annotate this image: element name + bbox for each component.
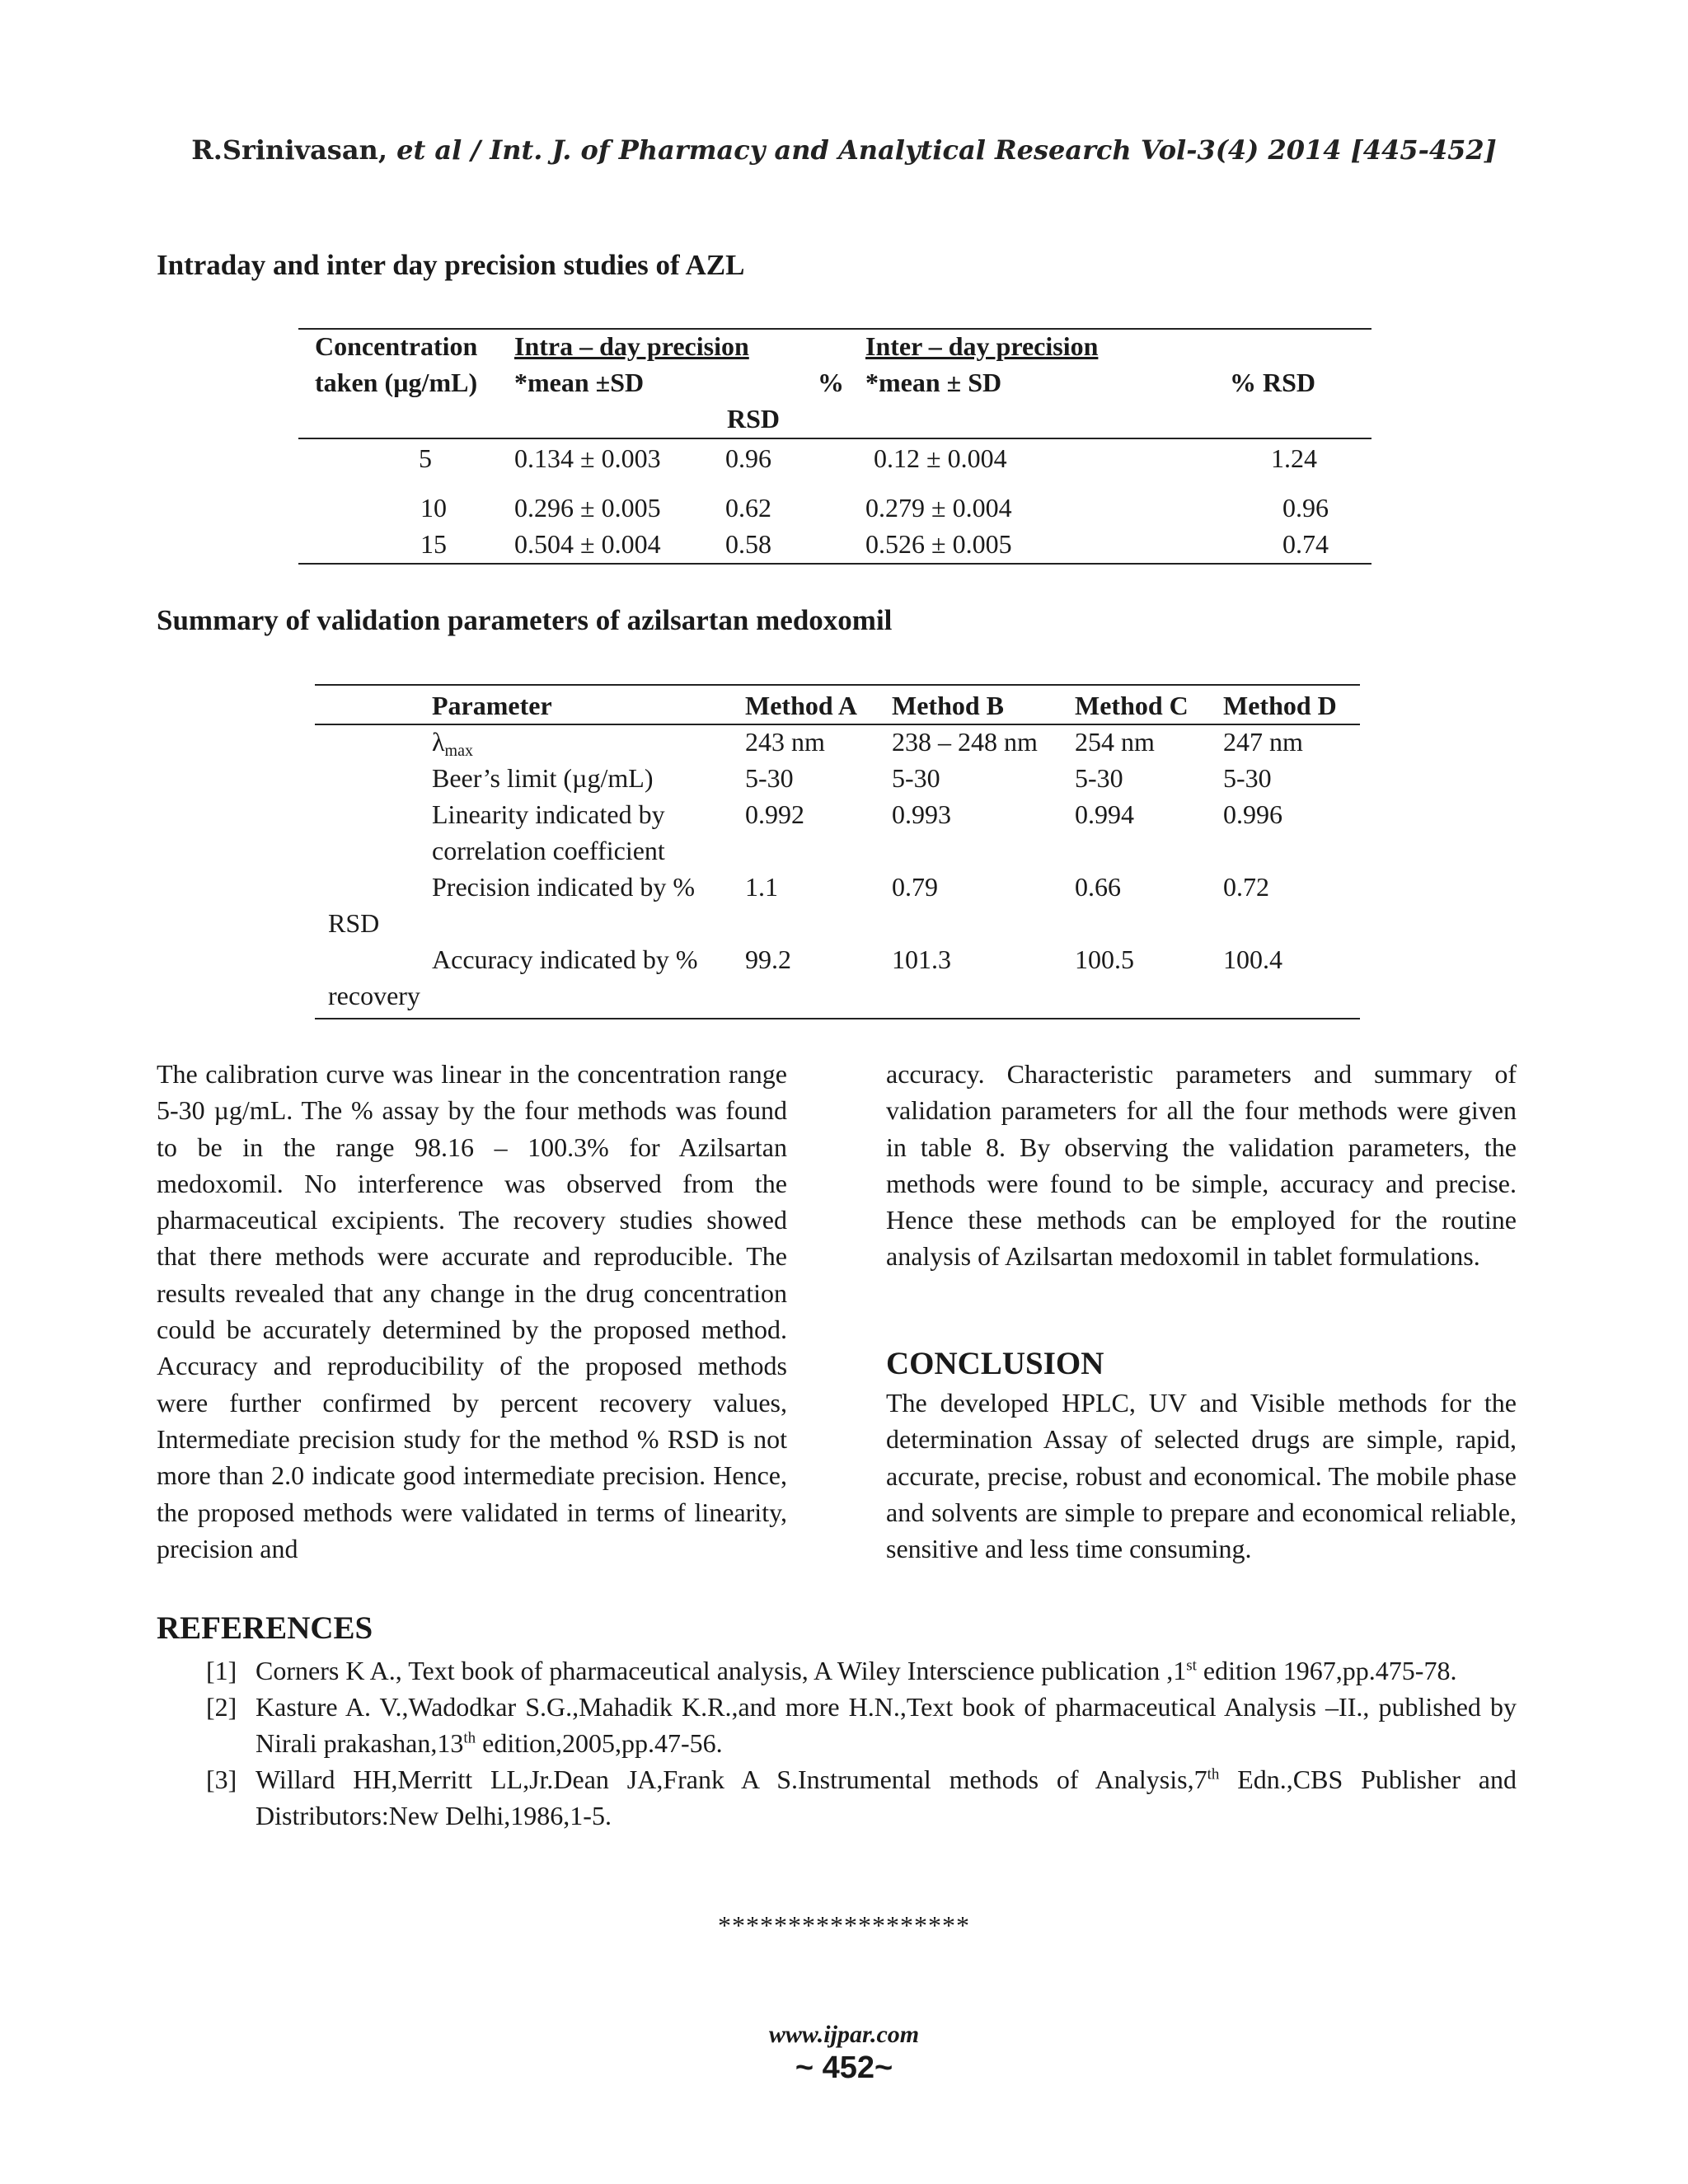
- col-header-inter-mean: *mean ± SD: [865, 368, 1002, 397]
- reference-text-end: Edn.,CBS Publisher and Distributors:New Delhi,1986,1-5.: [256, 1765, 1517, 1830]
- reference-number: [3]: [206, 1765, 237, 1794]
- cell-method-c: 5-30: [1075, 763, 1123, 793]
- cell-intra-rsd: 0.58: [725, 529, 771, 559]
- col-header-concentration-unit: taken (µg/mL): [315, 368, 478, 397]
- cell-parameter: Linearity indicated by: [432, 799, 665, 829]
- cell-conc: 10: [420, 493, 447, 523]
- conclusion-body: [886, 1385, 1517, 1567]
- reference-text-main: Willard HH,Merritt LL,Jr.Dean JA,Frank A S.Instrumental methods of Analysis,7: [256, 1765, 1207, 1794]
- cell-method-c: 0.66: [1075, 872, 1121, 902]
- cell-parameter-cont: RSD: [328, 908, 380, 938]
- col-header-parameter: Parameter: [432, 691, 552, 720]
- cell-parameter: Precision indicated by %: [432, 872, 696, 902]
- precision-table: [298, 328, 1372, 565]
- references-list: [206, 1652, 1517, 1834]
- reference-item: [206, 1761, 1517, 1834]
- cell-intra-mean: 0.134 ± 0.003: [514, 443, 661, 473]
- cell-parameter: Accuracy indicated by %: [432, 944, 698, 974]
- cell-parameter: [432, 727, 473, 766]
- cell-intra-mean: 0.504 ± 0.004: [514, 529, 661, 559]
- col-header-inter-rsd: % RSD: [1230, 368, 1316, 397]
- cell-parameter-cont: recovery: [328, 981, 420, 1010]
- footer-url: www.ijpar.com: [768, 2021, 920, 2048]
- col-header-method-a: Method A: [745, 691, 857, 720]
- cell-method-b: 0.993: [892, 799, 951, 829]
- body-right-column: [886, 1056, 1517, 1275]
- cell-inter-rsd: 0.74: [1282, 529, 1329, 559]
- col-header-inter: Inter – day precision: [865, 331, 1099, 361]
- reference-text: [256, 1689, 1517, 1761]
- cell-intra-rsd: 0.96: [725, 443, 771, 473]
- cell-intra-rsd: 0.62: [725, 493, 771, 523]
- col-header-intra: Intra – day precision: [514, 331, 749, 361]
- body-paragraph: The calibration curve was linear in the concentration range 5-30 µg/mL. The % assay by the four methods was found to be in the range 98.16 – 100.3% for Azilsartan medoxomil. No interference was observed from the pharmaceutical excipients. The recovery studies showed that there methods were accurate and reproducible. The results revealed that any change in the drug concentration could be accurately determined by the proposed method. Accuracy and reproducibility of the proposed methods were further confirmed by percent recovery values, Intermediate precision study for the method % RSD is not more than 2.0 indicate good intermediate precision. Hence, the proposed methods were validated in terms of linearity, precision and: [157, 1059, 787, 1563]
- reference-text: [256, 1761, 1517, 1834]
- table-rule-mid: [298, 438, 1372, 439]
- cell-method-d: 247 nm: [1223, 727, 1303, 757]
- reference-text-end: edition 1967,pp.475-78.: [1196, 1656, 1457, 1685]
- header-author: R.Srinivasan,: [191, 134, 387, 166]
- cell-conc: 5: [419, 443, 432, 473]
- cell-method-c: 100.5: [1075, 944, 1134, 974]
- table-rule-top: [298, 328, 1372, 330]
- reference-text: [256, 1652, 1517, 1689]
- cell-inter-rsd: 1.24: [1271, 443, 1317, 473]
- conclusion-heading: CONCLUSION: [886, 1346, 1104, 1381]
- cell-method-a: 1.1: [745, 872, 778, 902]
- table-rule-bottom: [298, 563, 1372, 565]
- reference-number: [1]: [206, 1656, 237, 1685]
- cell-method-a: 243 nm: [745, 727, 825, 757]
- table1-title: Intraday and inter day precision studies of AZL: [157, 249, 745, 281]
- running-header: [0, 134, 1688, 166]
- cell-method-b: 0.79: [892, 872, 938, 902]
- conclusion-paragraph: The developed HPLC, UV and Visible methods for the determination Assay of selected drugs are simple, rapid, accurate, precise, robust and economical. The mobile phase and solvents are simple to prepare and economical reliable, sensitive and less time consuming.: [886, 1388, 1517, 1564]
- reference-sup: st: [1186, 1657, 1197, 1675]
- cell-method-b: 5-30: [892, 763, 940, 793]
- reference-item: [206, 1689, 1517, 1761]
- col-header-method-b: Method B: [892, 691, 1004, 720]
- references-heading: REFERENCES: [157, 1610, 373, 1646]
- cell-method-b: 101.3: [892, 944, 951, 974]
- table-rule-mid: [315, 724, 1360, 725]
- cell-conc: 15: [420, 529, 447, 559]
- cell-method-d: 100.4: [1223, 944, 1282, 974]
- lambda-symbol: λ: [432, 727, 445, 757]
- validation-table: [315, 684, 1360, 1022]
- cell-method-d: 0.996: [1223, 799, 1282, 829]
- reference-text-main: Kasture A. V.,Wadodkar S.G.,Mahadik K.R.,and more H.N.,Text book of pharmaceutical Analysis –II., published by Nirali prakashan,13: [256, 1692, 1517, 1758]
- body-left-column: [157, 1056, 787, 1567]
- cell-method-d: 0.72: [1223, 872, 1269, 902]
- body-paragraph: accuracy. Characteristic parameters and summary of validation parameters for all the four methods were given in table 8. By observing the validation parameters, the methods were found to be simple, accuracy and precise. Hence these methods can be employed for the routine analysis of Azilsartan medoxomil in tablet formulations.: [886, 1059, 1517, 1272]
- cell-parameter-cont: correlation coefficient: [432, 836, 665, 865]
- cell-intra-mean: 0.296 ± 0.005: [514, 493, 661, 523]
- page-number: ~ 452~: [795, 2050, 893, 2085]
- cell-method-b: 238 – 248 nm: [892, 727, 1038, 757]
- table-rule-top: [315, 684, 1360, 686]
- cell-inter-rsd: 0.96: [1282, 493, 1329, 523]
- cell-method-d: 5-30: [1223, 763, 1272, 793]
- col-header-intra-mean: *mean ±SD: [514, 368, 645, 397]
- reference-sup: th: [463, 1729, 476, 1747]
- col-header-intra-rsd: RSD: [727, 404, 781, 434]
- col-header-method-d: Method D: [1223, 691, 1337, 720]
- cell-inter-mean: 0.526 ± 0.005: [865, 529, 1012, 559]
- table2-title: Summary of validation parameters of azilsartan medoxomil: [157, 604, 893, 636]
- cell-method-c: 0.994: [1075, 799, 1134, 829]
- cell-method-a: 99.2: [745, 944, 791, 974]
- reference-sup: th: [1207, 1765, 1220, 1783]
- cell-method-c: 254 nm: [1075, 727, 1155, 757]
- cell-inter-mean: 0.12 ± 0.004: [874, 443, 1007, 473]
- table-rule-bottom: [315, 1018, 1360, 1019]
- reference-item: [206, 1652, 1517, 1689]
- col-header-method-c: Method C: [1075, 691, 1189, 720]
- reference-number: [2]: [206, 1692, 237, 1722]
- end-separator: ******************: [718, 1910, 970, 1940]
- header-journal: et al / Int. J. of Pharmacy and Analytical Research Vol-3(4) 2014 [445-452]: [396, 134, 1497, 166]
- reference-text-end: edition,2005,pp.47-56.: [476, 1728, 723, 1758]
- col-header-intra-pct: %: [818, 368, 844, 397]
- cell-inter-mean: 0.279 ± 0.004: [865, 493, 1012, 523]
- cell-method-a: 5-30: [745, 763, 794, 793]
- col-header-concentration: Concentration: [315, 331, 478, 361]
- lambda-subscript: max: [444, 742, 473, 760]
- cell-parameter: Beer’s limit (µg/mL): [432, 763, 654, 793]
- cell-method-a: 0.992: [745, 799, 804, 829]
- reference-text-main: Corners K A., Text book of pharmaceutical analysis, A Wiley Interscience publication ,1: [256, 1656, 1187, 1685]
